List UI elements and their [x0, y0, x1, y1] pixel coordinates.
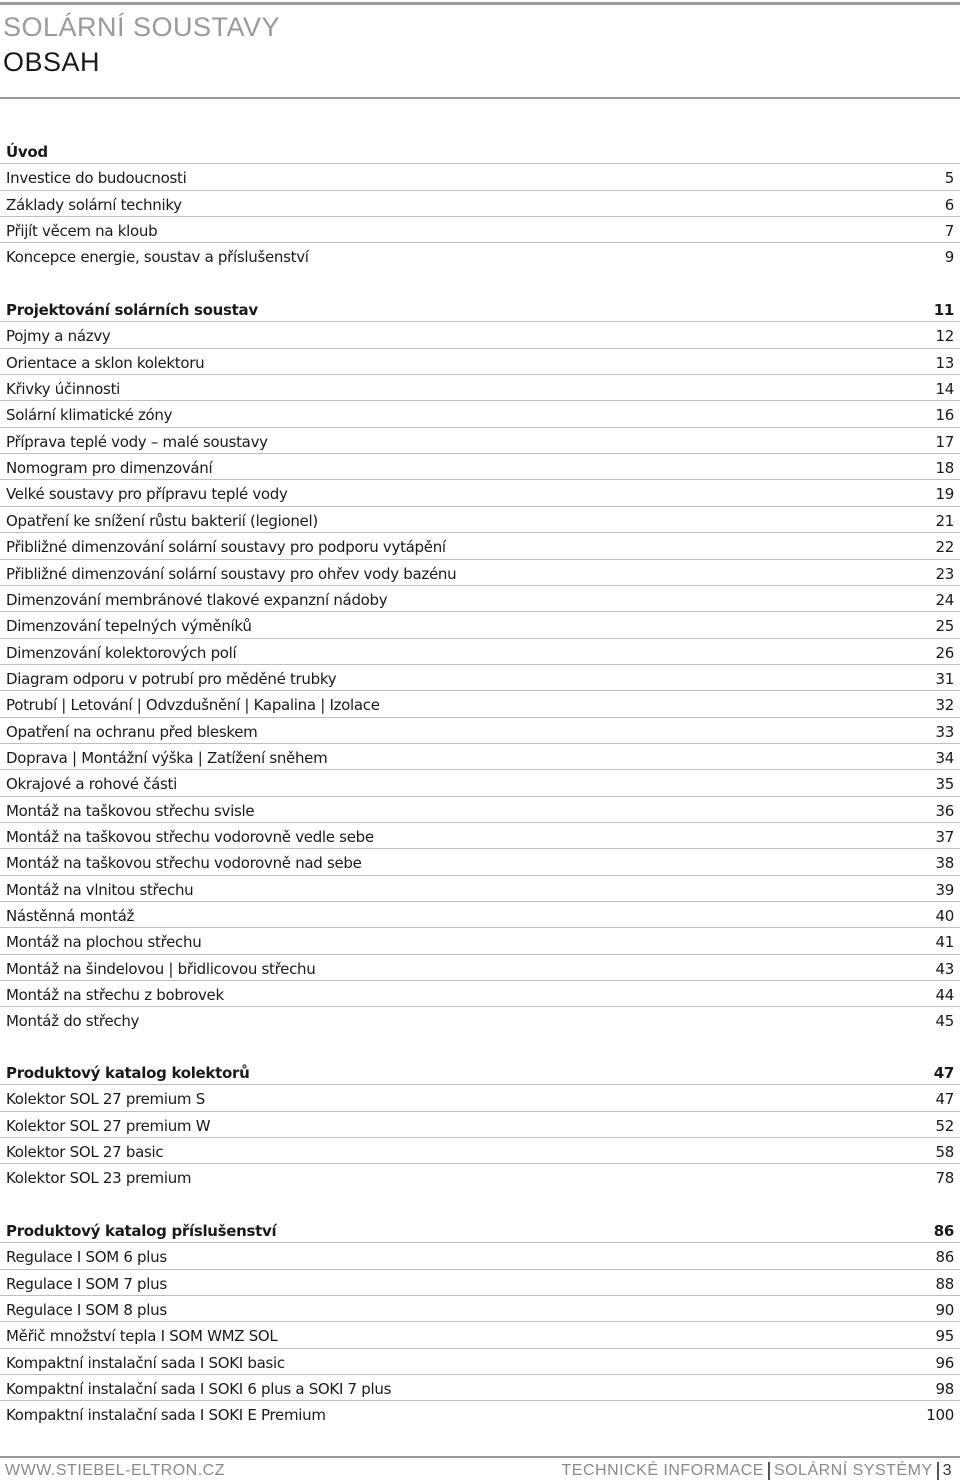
toc-item-page: 19 — [935, 485, 954, 504]
toc-item-page: 26 — [935, 643, 954, 662]
toc-item[interactable] — [0, 585, 960, 611]
toc-item-label: Regulace I SOM 6 plus — [6, 1248, 167, 1267]
toc-item[interactable] — [0, 717, 960, 743]
toc-item[interactable] — [0, 400, 960, 426]
footer-separator — [937, 1462, 939, 1480]
toc-item-label: Regulace I SOM 8 plus — [6, 1301, 167, 1320]
toc-item-label: Kompaktní instalační sada I SOKI E Premium — [6, 1406, 326, 1425]
toc-item[interactable] — [0, 190, 960, 216]
toc-item-label: Montáž na vlnitou střechu — [6, 880, 194, 899]
toc-item[interactable] — [0, 664, 960, 690]
toc-item-page: 12 — [935, 327, 954, 346]
toc-item[interactable] — [0, 927, 960, 953]
toc-item-label: Nástěnná montáž — [6, 907, 135, 926]
toc-item-label: Přibližné dimenzování solární soustavy pro podporu vytápění — [6, 538, 446, 557]
toc-item-label: Kolektor SOL 23 premium — [6, 1169, 192, 1188]
top-rule — [0, 2, 960, 5]
toc-item-page: 22 — [935, 538, 954, 557]
toc-item-page: 14 — [935, 380, 954, 399]
toc-item-label: Potrubí | Letování | Odvzdušnění | Kapalina | Izolace — [6, 696, 380, 715]
toc-item-label: Montáž na taškovou střechu vodorovně nad sebe — [6, 854, 362, 873]
toc-item-page: 52 — [935, 1116, 954, 1135]
toc-item-label: Kolektor SOL 27 basic — [6, 1143, 164, 1162]
toc-item-page: 35 — [935, 775, 954, 794]
toc-item-label: Montáž na šindelovou | břidlicovou střechu — [6, 959, 316, 978]
toc-item[interactable] — [0, 1006, 960, 1032]
toc-heading-label: Úvod — [6, 143, 48, 161]
toc-item-label: Orientace a sklon kolektoru — [6, 353, 205, 372]
toc-item[interactable] — [0, 743, 960, 769]
footer-info — [562, 1462, 952, 1480]
toc-heading-page: 86 — [933, 1222, 954, 1240]
toc-item-page: 5 — [944, 169, 954, 188]
toc-item-page: 31 — [935, 669, 954, 688]
toc-item-page: 41 — [935, 933, 954, 952]
toc-item-page: 39 — [935, 880, 954, 899]
toc-item[interactable] — [0, 980, 960, 1006]
toc-item-page: 9 — [944, 248, 954, 267]
toc-item[interactable] — [0, 1163, 960, 1189]
toc-item[interactable] — [0, 559, 960, 585]
toc-item[interactable] — [0, 242, 960, 268]
toc-item-page: 34 — [935, 748, 954, 767]
toc-item[interactable] — [0, 1084, 960, 1110]
toc-item-page: 40 — [935, 907, 954, 926]
toc-item[interactable] — [0, 532, 960, 558]
toc-item-label: Základy solární techniky — [6, 195, 182, 214]
toc-item-page: 13 — [935, 353, 954, 372]
toc-item[interactable] — [0, 822, 960, 848]
footer-section: SOLÁRNÍ SYSTÉMY — [773, 1462, 933, 1479]
toc-item-label: Měřič množství tepla I SOM WMZ SOL — [6, 1327, 278, 1346]
toc-item-page: 25 — [935, 617, 954, 636]
toc-item[interactable] — [0, 1111, 960, 1137]
toc-item[interactable] — [0, 611, 960, 637]
toc-item-page: 32 — [935, 696, 954, 715]
toc-item-label: Montáž na taškovou střechu svisle — [6, 801, 255, 820]
toc-item-label: Nomogram pro dimenzování — [6, 459, 213, 478]
toc-item-page: 6 — [944, 195, 954, 214]
toc-item-label: Okrajové a rohové části — [6, 775, 178, 794]
toc-item-label: Koncepce energie, soustav a příslušenství — [6, 248, 309, 267]
toc-item[interactable] — [0, 163, 960, 189]
header-rule — [0, 97, 960, 99]
toc-item[interactable] — [0, 1137, 960, 1163]
toc-item-label: Regulace I SOM 7 plus — [6, 1274, 167, 1293]
toc-item-label: Dimenzování tepelných výměníků — [6, 617, 252, 636]
toc-item[interactable] — [0, 216, 960, 242]
toc-section-heading[interactable] — [0, 295, 960, 321]
toc-item[interactable] — [0, 1400, 960, 1426]
toc-item-label: Dimenzování kolektorových polí — [6, 643, 237, 662]
toc-item-page: 7 — [944, 222, 954, 241]
toc-item-page: 21 — [935, 511, 954, 530]
toc-item[interactable] — [0, 796, 960, 822]
toc-item-page: 36 — [935, 801, 954, 820]
toc-item-page: 16 — [935, 406, 954, 425]
toc-item[interactable] — [0, 1295, 960, 1321]
toc-item-page: 33 — [935, 722, 954, 741]
toc-item-page: 38 — [935, 854, 954, 873]
toc-item-label: Opatření na ochranu před bleskem — [6, 722, 258, 741]
toc-item[interactable] — [0, 453, 960, 479]
toc-item-page: 86 — [935, 1248, 954, 1267]
toc-item[interactable] — [0, 321, 960, 347]
toc-item[interactable] — [0, 954, 960, 980]
footer-separator — [768, 1462, 770, 1480]
footer-website[interactable]: WWW.STIEBEL-ELTRON.CZ — [5, 1462, 225, 1479]
toc-item-label: Montáž na plochou střechu — [6, 933, 202, 952]
toc-item-page: 58 — [935, 1143, 954, 1162]
toc-item-label: Dimenzování membránové tlakové expanzní nádoby — [6, 590, 388, 609]
toc-heading-label: Projektování solárních soustav — [6, 301, 258, 319]
toc-item-page: 98 — [935, 1380, 954, 1399]
toc-item-label: Příprava teplé vody – malé soustavy — [6, 432, 268, 451]
toc-item[interactable] — [0, 769, 960, 795]
toc-item-label: Kolektor SOL 27 premium W — [6, 1116, 211, 1135]
toc-item[interactable] — [0, 901, 960, 927]
toc-heading-label: Produktový katalog příslušenství — [6, 1222, 277, 1240]
toc-item-label: Přibližné dimenzování solární soustavy pro ohřev vody bazénu — [6, 564, 457, 583]
footer-doc-type: TECHNICKÉ INFORMACE — [561, 1462, 764, 1479]
toc-item-label: Investice do budoucnosti — [6, 169, 187, 188]
toc-item-label: Velké soustavy pro přípravu teplé vody — [6, 485, 288, 504]
footer-rule — [0, 1456, 960, 1458]
toc-item[interactable] — [0, 1242, 960, 1268]
toc-item-label: Křivky účinnosti — [6, 380, 121, 399]
toc-heading-label: Produktový katalog kolektorů — [6, 1064, 250, 1082]
toc-item-label: Kompaktní instalační sada I SOKI basic — [6, 1353, 285, 1372]
toc-item-label: Opatření ke snížení růstu bakterií (legionel) — [6, 511, 318, 530]
page-number: 3 — [942, 1462, 952, 1479]
toc-item[interactable] — [0, 690, 960, 716]
toc-item-label: Montáž na taškovou střechu vodorovně vedle sebe — [6, 828, 374, 846]
toc-item-label: Diagram odporu v potrubí pro měděné trubky — [6, 669, 337, 688]
toc-item[interactable] — [0, 506, 960, 532]
toc-item-label: Kompaktní instalační sada I SOKI 6 plus a SOKI 7 plus — [6, 1380, 392, 1399]
toc-item-page: 78 — [935, 1169, 954, 1188]
toc-item-label: Kolektor SOL 27 premium S — [6, 1090, 205, 1109]
toc-item[interactable] — [0, 638, 960, 664]
toc-item-page: 47 — [935, 1090, 954, 1109]
toc-item-label: Solární klimatické zóny — [6, 406, 173, 425]
toc-item-label: Pojmy a názvy — [6, 327, 111, 346]
toc-heading-page: 47 — [933, 1064, 954, 1082]
toc-item-page: 17 — [935, 432, 954, 451]
toc-item-page: 96 — [935, 1353, 954, 1372]
toc-item[interactable] — [0, 374, 960, 400]
toc-item-page: 37 — [935, 828, 954, 846]
page-subtitle: OBSAH — [3, 47, 101, 77]
toc-item-page: 24 — [935, 590, 954, 609]
toc-item[interactable] — [0, 1321, 960, 1347]
toc-item-page: 43 — [935, 959, 954, 978]
toc-heading-page: 11 — [933, 301, 954, 319]
toc-item-page: 88 — [935, 1274, 954, 1293]
toc-section-heading[interactable] — [0, 1216, 960, 1242]
toc-item-label: Montáž do střechy — [6, 1012, 140, 1031]
toc-item[interactable] — [0, 427, 960, 453]
toc-item-label: Přijít věcem na kloub — [6, 222, 158, 241]
toc-item[interactable] — [0, 1269, 960, 1295]
toc-item[interactable] — [0, 1348, 960, 1374]
toc-item-page: 45 — [935, 1012, 954, 1031]
toc-item[interactable] — [0, 348, 960, 374]
toc-item[interactable] — [0, 875, 960, 901]
toc-section-heading[interactable] — [0, 1058, 960, 1084]
toc-item-label: Doprava | Montážní výška | Zatížení sněhem — [6, 748, 328, 767]
toc-item[interactable] — [0, 1374, 960, 1400]
toc-section-heading[interactable] — [0, 137, 960, 163]
toc-item-page: 100 — [926, 1406, 954, 1425]
toc-item[interactable] — [0, 848, 960, 874]
toc-item-page: 44 — [935, 986, 954, 1005]
page-title: SOLÁRNÍ SOUSTAVY — [3, 12, 281, 42]
toc-item-page: 18 — [935, 459, 954, 478]
toc-item-page: 23 — [935, 564, 954, 583]
toc-item-page: 95 — [935, 1327, 954, 1346]
toc-item[interactable] — [0, 479, 960, 505]
toc-item-label: Montáž na střechu z bobrovek — [6, 986, 224, 1005]
toc-item-page: 90 — [935, 1301, 954, 1320]
